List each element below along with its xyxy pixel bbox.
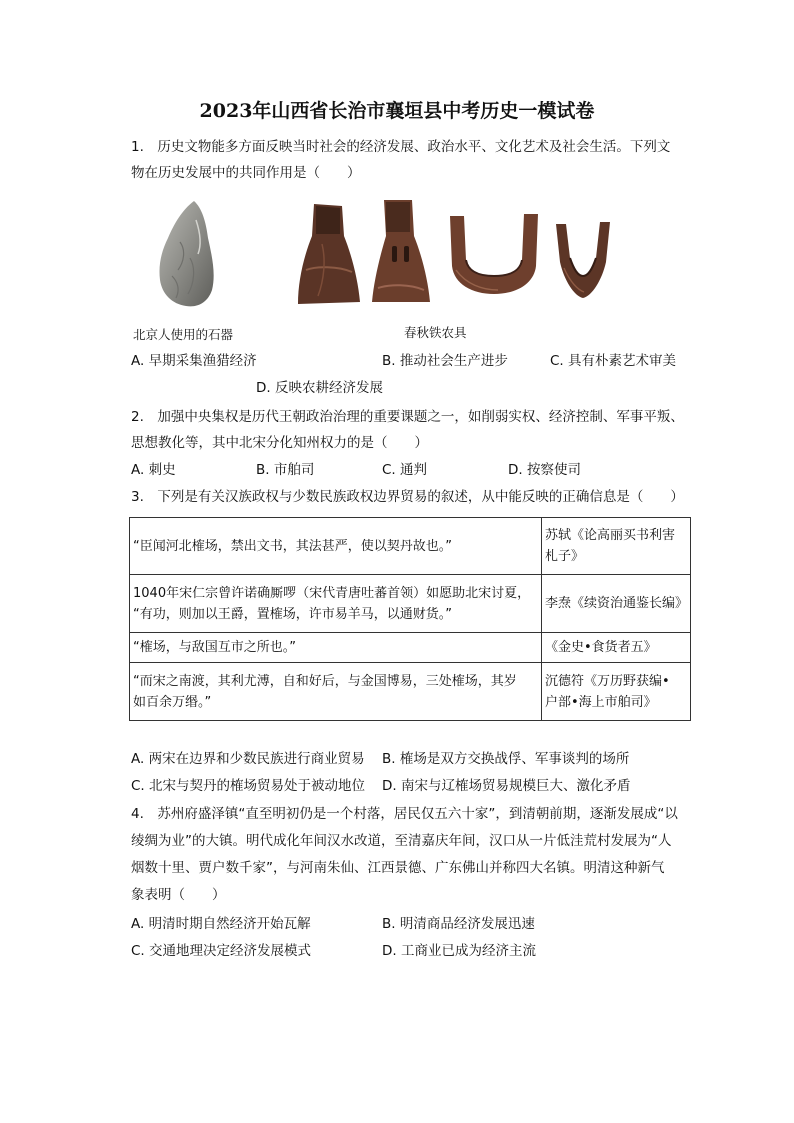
quote-cell — [130, 663, 542, 721]
source-cell — [541, 518, 690, 575]
q2-option-d[interactable]: D. 按察使司 — [508, 462, 581, 478]
q1-option-c[interactable]: C. 具有朴素艺术审美 — [550, 353, 677, 369]
source-text: 《金史•食货者五》 — [544, 640, 657, 655]
q4-stem-line1: 4. 苏州府盛泽镇“直至明初仍是一个村落，居民仅五六十家”，到清朝前期，逐渐发展成“以 — [131, 806, 678, 822]
quote-cell — [130, 575, 542, 633]
iron-v-blade-image — [552, 218, 614, 300]
quote-text: “有功，则加以王爵，置榷场，许市易羊马，以通财货。” — [133, 606, 452, 622]
q4-option-a[interactable]: A. 明清时期自然经济开始瓦解 — [131, 916, 311, 932]
q4-stem-line3: 烟数十里、贾户数千家”，与河南朱仙、江西景德、广东佛山并称四大名镇。明清这种新气 — [131, 860, 665, 876]
iron-u-blade-image — [446, 210, 542, 296]
quote-text: “而宋之南渡，其利尤溥，自和好后，与金国博易，三处榷场，其岁 — [133, 673, 517, 689]
source-text: 李焘《续资治通鉴长编》 — [544, 596, 688, 611]
stone-tool-image — [150, 198, 220, 310]
q3-source-table — [129, 517, 691, 721]
caption-iron-tools: 春秋铁农具 — [404, 325, 467, 340]
source-cell — [541, 575, 690, 633]
quote-cell — [130, 518, 542, 575]
q4-stem-line2: 绫绸为业”的大镇。明代成化年间汉水改道，至清嘉庆年间，汉口从一片低洼荒村发展为“人 — [131, 833, 672, 849]
q4-option-c[interactable]: C. 交通地理决定经济发展模式 — [131, 943, 312, 959]
q4-option-d[interactable]: D. 工商业已成为经济主流 — [382, 943, 536, 959]
q2-option-b[interactable]: B. 市舶司 — [256, 462, 315, 478]
q1-stem-line1: 1. 历史文物能多方面反映当时社会的经济发展、政治水平、文化艺术及社会生活。下列文 — [131, 139, 671, 155]
source-cell — [541, 633, 690, 663]
caption-stone-tool: 北京人使用的石器 — [133, 327, 234, 342]
q2-option-c[interactable]: C. 通判 — [382, 462, 428, 478]
quote-text: “榷场，与敌国互市之所也。” — [133, 640, 296, 655]
q3-option-a[interactable]: A. 两宋在边界和少数民族进行商业贸易 — [131, 751, 365, 767]
page-title: 2023年山西省长治市襄垣县中考历史一模试卷 — [199, 100, 595, 122]
q1-option-d[interactable]: D. 反映农耕经济发展 — [256, 380, 383, 396]
q3-stem: 3. 下列是有关汉族政权与少数民族政权边界贸易的叙述，从中能反映的正确信息是（ ） — [131, 489, 684, 505]
q4-stem-line4: 象表明（ ） — [131, 887, 226, 903]
q2-option-a[interactable]: A. 刺史 — [131, 462, 176, 478]
q1-stem-line2: 物在历史发展中的共同作用是（ ） — [131, 165, 361, 181]
source-text: 苏轼《论高丽买书利害 — [544, 528, 675, 543]
q2-stem-line1: 2. 加强中央集权是历代王朝政治治理的重要课题之一，如削弱实权、经济控制、军事平叛、 — [131, 409, 684, 425]
q1-option-a[interactable]: A. 早期采集渔猎经济 — [131, 353, 257, 369]
iron-spade-image-2 — [368, 196, 434, 306]
table-row — [130, 663, 691, 721]
source-text: 户部•海上市舶司》 — [544, 694, 657, 710]
iron-spade-image-1 — [292, 200, 364, 308]
q3-option-d[interactable]: D. 南宋与辽榷场贸易规模巨大、激化矛盾 — [382, 778, 631, 794]
q3-option-b[interactable]: B. 榷场是双方交换战俘、军事谈判的场所 — [382, 751, 630, 767]
table-row — [130, 633, 691, 663]
q1-option-b[interactable]: B. 推动社会生产进步 — [382, 353, 508, 369]
q3-option-c[interactable]: C. 北宋与契丹的榷场贸易处于被动地位 — [131, 778, 366, 794]
source-text: 沉德符《万历野获编• — [544, 673, 670, 689]
table-row — [130, 575, 691, 633]
source-text: 札子》 — [544, 549, 584, 564]
source-cell — [541, 663, 690, 721]
table-row — [130, 518, 691, 575]
quote-text: 如百余万缗。” — [133, 694, 212, 710]
quote-cell — [130, 633, 542, 663]
q4-option-b[interactable]: B. 明清商品经济发展迅速 — [382, 916, 535, 932]
quote-text: “臣闻河北榷场，禁出文书，其法甚严，使以契丹故也。” — [133, 538, 452, 554]
q2-stem-line2: 思想教化等，其中北宋分化知州权力的是（ ） — [131, 435, 428, 451]
quote-text: 1040年宋仁宗曾许诺确厮啰（宋代青唐吐蕃首领）如愿助北宋讨夏， — [133, 585, 531, 601]
